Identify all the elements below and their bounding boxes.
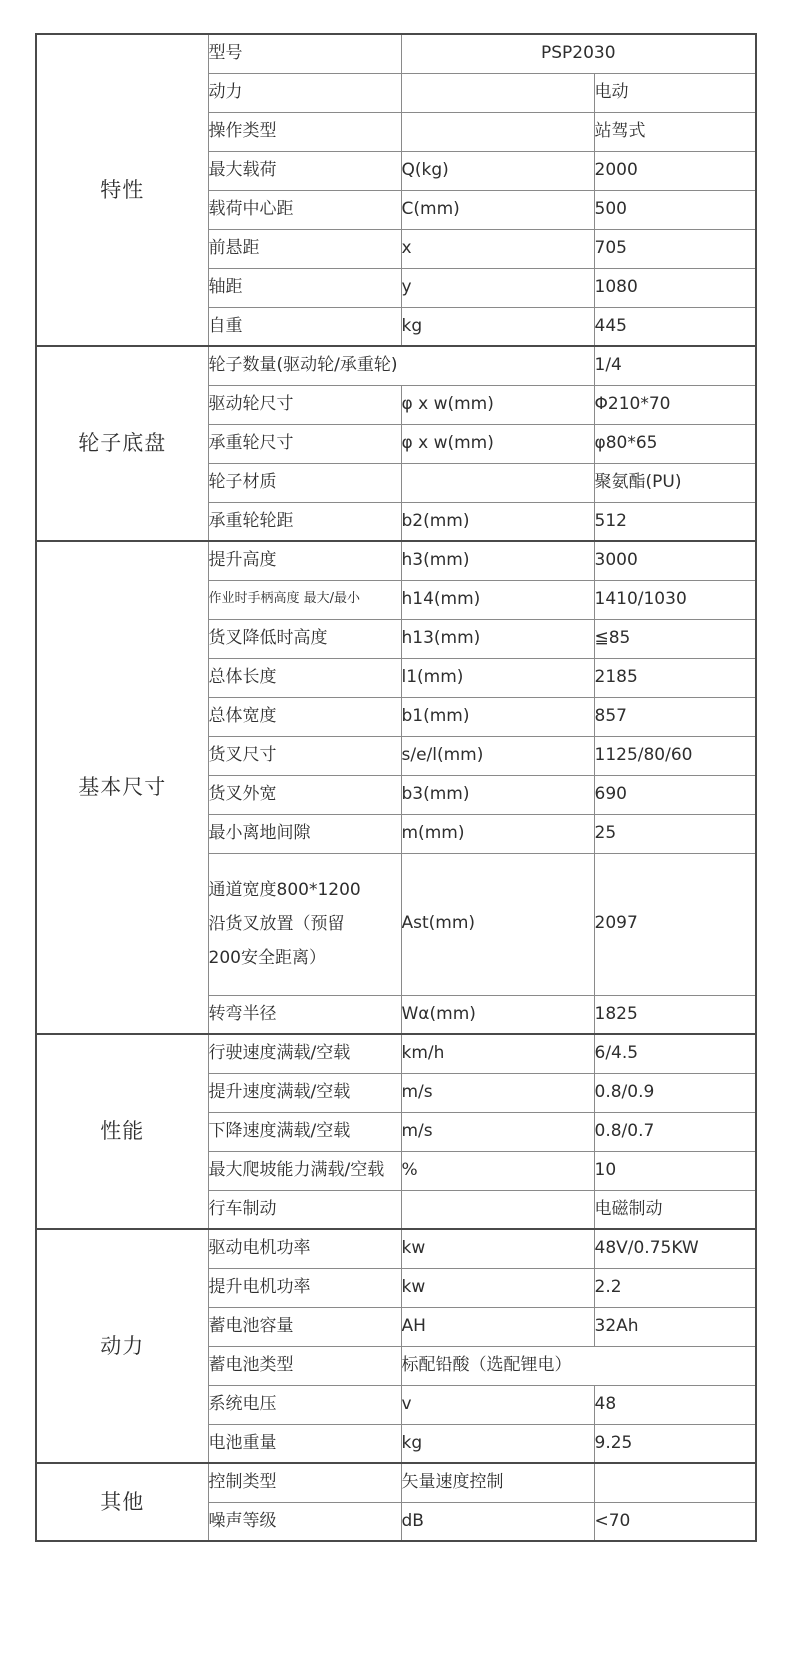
section-label-performance: 性能: [36, 1034, 208, 1229]
value-cell: 0.8/0.9: [594, 1073, 756, 1112]
value-cell: 10: [594, 1151, 756, 1190]
param-cell: 驱动轮尺寸: [208, 385, 401, 424]
unit-cell: dB: [401, 1502, 594, 1541]
unit-cell: m/s: [401, 1073, 594, 1112]
param-cell: 操作类型: [208, 112, 401, 151]
param-cell: 行车制动: [208, 1190, 401, 1229]
unit-cell: φ x w(mm): [401, 385, 594, 424]
param-cell: 轴距: [208, 268, 401, 307]
value-cell: <70: [594, 1502, 756, 1541]
param-cell: 提升电机功率: [208, 1268, 401, 1307]
param-cell: 货叉外宽: [208, 775, 401, 814]
unit-cell: h13(mm): [401, 619, 594, 658]
value-cell: 0.8/0.7: [594, 1112, 756, 1151]
param-cell: 提升速度满载/空载: [208, 1073, 401, 1112]
param-cell: 控制类型: [208, 1463, 401, 1502]
param-cell: 总体长度: [208, 658, 401, 697]
param-cell: 货叉降低时高度: [208, 619, 401, 658]
param-cell: 型号: [208, 34, 401, 73]
unit-cell: v: [401, 1385, 594, 1424]
unit-cell: φ x w(mm): [401, 424, 594, 463]
value-cell: ≦85: [594, 619, 756, 658]
value-cell: 1410/1030: [594, 580, 756, 619]
spec-table: [35, 33, 757, 1542]
unit-cell: %: [401, 1151, 594, 1190]
value-cell-model: PSP2030: [401, 34, 756, 73]
unit-cell: Ast(mm): [401, 853, 594, 995]
unit-cell: b1(mm): [401, 697, 594, 736]
spec-row: [36, 346, 756, 385]
unit-cell: h14(mm): [401, 580, 594, 619]
value-cell: 3000: [594, 541, 756, 580]
param-cell: 最小离地间隙: [208, 814, 401, 853]
param-cell: 作业时手柄高度 最大/最小: [208, 580, 401, 619]
section-label-other: 其他: [36, 1463, 208, 1541]
unit-cell: km/h: [401, 1034, 594, 1073]
value-cell: 705: [594, 229, 756, 268]
unit-cell: kg: [401, 307, 594, 346]
section-label-characteristics: 特性: [36, 34, 208, 346]
param-cell: 转弯半径: [208, 995, 401, 1034]
param-cell: 轮子材质: [208, 463, 401, 502]
unit-cell: s/e/l(mm): [401, 736, 594, 775]
param-cell: 载荷中心距: [208, 190, 401, 229]
unit-cell: kw: [401, 1268, 594, 1307]
unit-cell: b3(mm): [401, 775, 594, 814]
param-cell: 承重轮尺寸: [208, 424, 401, 463]
param-cell: 提升高度: [208, 541, 401, 580]
value-cell: 32Ah: [594, 1307, 756, 1346]
unit-cell: Wα(mm): [401, 995, 594, 1034]
param-cell: 系统电压: [208, 1385, 401, 1424]
unit-cell: kg: [401, 1424, 594, 1463]
value-cell: 857: [594, 697, 756, 736]
unit-cell: [401, 1190, 594, 1229]
value-cell: 2097: [594, 853, 756, 995]
spec-row: [36, 1229, 756, 1268]
param-cell: 最大载荷: [208, 151, 401, 190]
spec-row: [36, 541, 756, 580]
spec-row: [36, 1034, 756, 1073]
unit-cell: [401, 463, 594, 502]
param-cell: 蓄电池类型: [208, 1346, 401, 1385]
value-cell: 1/4: [594, 346, 756, 385]
value-cell: 2.2: [594, 1268, 756, 1307]
param-cell: 噪声等级: [208, 1502, 401, 1541]
value-cell: 445: [594, 307, 756, 346]
param-cell: 蓄电池容量: [208, 1307, 401, 1346]
value-cell: 站驾式: [594, 112, 756, 151]
value-cell: 电磁制动: [594, 1190, 756, 1229]
unit-cell: AH: [401, 1307, 594, 1346]
param-cell: 电池重量: [208, 1424, 401, 1463]
unit-cell: l1(mm): [401, 658, 594, 697]
value-cell: Φ210*70: [594, 385, 756, 424]
value-cell: 9.25: [594, 1424, 756, 1463]
value-cell: 1080: [594, 268, 756, 307]
value-cell: 1825: [594, 995, 756, 1034]
unit-cell: b2(mm): [401, 502, 594, 541]
unit-cell: y: [401, 268, 594, 307]
value-cell: 48V/0.75KW: [594, 1229, 756, 1268]
param-cell: 货叉尺寸: [208, 736, 401, 775]
param-cell: 行驶速度满载/空载: [208, 1034, 401, 1073]
param-cell: 承重轮轮距: [208, 502, 401, 541]
unit-cell: C(mm): [401, 190, 594, 229]
unit-cell: kw: [401, 1229, 594, 1268]
unit-cell: m/s: [401, 1112, 594, 1151]
unit-cell: [401, 112, 594, 151]
value-cell: 电动: [594, 73, 756, 112]
value-cell-battery-type: 标配铅酸（选配锂电）: [401, 1346, 756, 1385]
param-cell: 驱动电机功率: [208, 1229, 401, 1268]
param-cell: 下降速度满载/空载: [208, 1112, 401, 1151]
value-cell: 48: [594, 1385, 756, 1424]
value-cell: 6/4.5: [594, 1034, 756, 1073]
param-cell: 自重: [208, 307, 401, 346]
param-cell: 最大爬坡能力满载/空载: [208, 1151, 401, 1190]
section-label-wheels-chassis: 轮子底盘: [36, 346, 208, 541]
param-cell: 总体宽度: [208, 697, 401, 736]
value-cell: 512: [594, 502, 756, 541]
unit-cell: x: [401, 229, 594, 268]
unit-cell: 矢量速度控制: [401, 1463, 594, 1502]
value-cell: 2000: [594, 151, 756, 190]
spec-row: [36, 34, 756, 73]
value-cell: [594, 1463, 756, 1502]
value-cell: 聚氨酯(PU): [594, 463, 756, 502]
param-cell: 动力: [208, 73, 401, 112]
section-label-basic-dimensions: 基本尺寸: [36, 541, 208, 1034]
value-cell: 25: [594, 814, 756, 853]
value-cell: 2185: [594, 658, 756, 697]
unit-cell: m(mm): [401, 814, 594, 853]
param-cell: 前悬距: [208, 229, 401, 268]
spec-row: [36, 1463, 756, 1502]
value-cell: 690: [594, 775, 756, 814]
value-cell: φ80*65: [594, 424, 756, 463]
param-cell: 通道宽度800*1200沿货叉放置（预留200安全距离）: [208, 853, 401, 995]
unit-cell: Q(kg): [401, 151, 594, 190]
value-cell: 1125/80/60: [594, 736, 756, 775]
param-cell: 轮子数量(驱动轮/承重轮): [208, 346, 594, 385]
unit-cell: [401, 73, 594, 112]
value-cell: 500: [594, 190, 756, 229]
unit-cell: h3(mm): [401, 541, 594, 580]
section-label-power: 动力: [36, 1229, 208, 1463]
